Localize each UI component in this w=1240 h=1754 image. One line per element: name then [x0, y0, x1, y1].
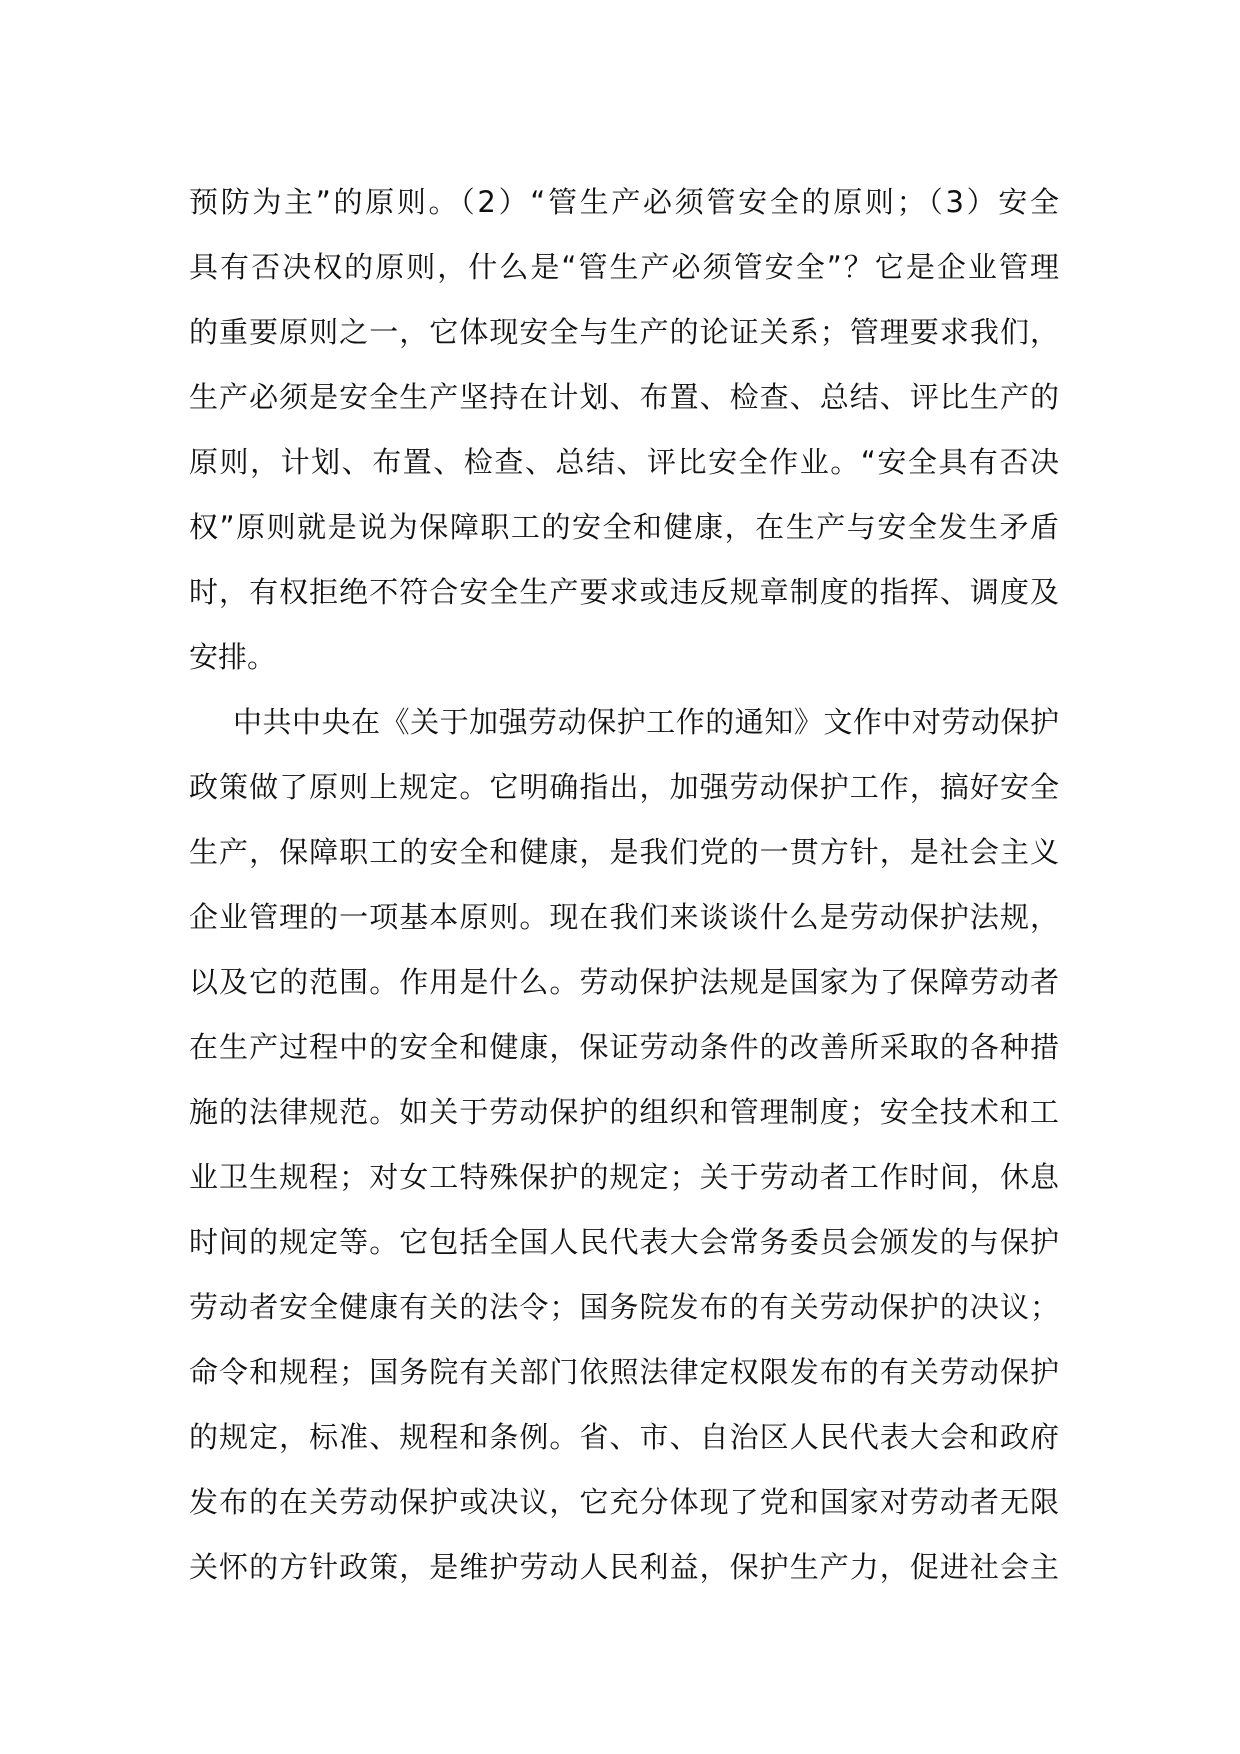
line-text: 生产必须是安全生产坚持在计划、布置、检查、总结、评比生产的	[189, 380, 1061, 414]
paragraph-1-line-7	[189, 560, 1059, 625]
paragraph-1-line-3	[189, 300, 1059, 365]
line-text: 具有否决权的原则，什么是“管生产必须管安全”？它是企业管理	[189, 250, 1062, 284]
paragraph-2-line-8	[189, 1145, 1059, 1210]
paragraph-1-line-2	[189, 235, 1062, 300]
line-text: 预防为主”的原则。（2）“管生产必须管安全的原则；（3）安全	[189, 185, 1062, 219]
line-text: 命令和规程；国务院有关部门依照法律定权限发布的有关劳动保护	[189, 1355, 1061, 1389]
paragraph-1-line-5	[189, 430, 1059, 495]
paragraph-2-line-2	[189, 755, 1059, 820]
paragraph-2-line-9	[189, 1210, 1059, 1275]
paragraph-2-line-5	[189, 950, 1059, 1015]
paragraph-2-line-4	[189, 885, 1059, 950]
paragraph-2-line-10	[189, 1275, 1059, 1340]
paragraph-1-line-1	[189, 170, 1062, 235]
paragraph-1-line-6	[189, 495, 1059, 560]
line-text: 时，有权拒绝不符合安全生产要求或违反规章制度的指挥、调度及	[189, 575, 1061, 609]
paragraph-1-line-8	[189, 625, 1059, 690]
line-text: 原则，计划、布置、检查、总结、评比安全作业。“安全具有否决	[189, 445, 1061, 479]
line-text: 的重要原则之一，它体现安全与生产的论证关系；管理要求我们，	[189, 315, 1061, 349]
line-text: 业卫生规程；对女工特殊保护的规定；关于劳动者工作时间，休息	[189, 1160, 1061, 1194]
line-text: 时间的规定等。它包括全国人民代表大会常务委员会颁发的与保护	[189, 1225, 1061, 1259]
line-text: 企业管理的一项基本原则。现在我们来谈谈什么是劳动保护法规，	[189, 900, 1061, 934]
line-text: 权”原则就是说为保障职工的安全和健康，在生产与安全发生矛盾	[189, 510, 1061, 544]
paragraph-2-line-13	[189, 1470, 1059, 1535]
line-text: 政策做了原则上规定。它明确指出，加强劳动保护工作，搞好安全	[189, 770, 1061, 804]
line-text: 中共中央在《关于加强劳动保护工作的通知》文作中对劳动保护	[233, 705, 1060, 739]
paragraph-2-line-12	[189, 1405, 1059, 1470]
line-text: 关怀的方针政策，是维护劳动人民利益，保护生产力，促进社会主	[189, 1550, 1061, 1584]
line-text: 以及它的范围。作用是什么。劳动保护法规是国家为了保障劳动者	[189, 965, 1061, 999]
document-body	[189, 170, 1062, 1600]
line-text: 发布的在关劳动保护或决议，它充分体现了党和国家对劳动者无限	[189, 1485, 1061, 1519]
paragraph-2-line-14	[189, 1535, 1059, 1600]
line-text: 的规定，标准、规程和条例。省、市、自治区人民代表大会和政府	[189, 1420, 1061, 1454]
paragraph-2-line-11	[189, 1340, 1059, 1405]
paragraph-2-line-7	[189, 1080, 1059, 1145]
line-text: 生产，保障职工的安全和健康，是我们党的一贯方针，是社会主义	[189, 835, 1061, 869]
line-text: 安排。	[189, 640, 277, 674]
paragraph-2-line-1	[189, 690, 1059, 755]
paragraph-2-line-6	[189, 1015, 1059, 1080]
line-text: 劳动者安全健康有关的法令；国务院发布的有关劳动保护的决议；	[189, 1290, 1061, 1324]
paragraph-2-line-3	[189, 820, 1059, 885]
line-text: 在生产过程中的安全和健康，保证劳动条件的改善所采取的各种措	[189, 1030, 1061, 1064]
line-text: 施的法律规范。如关于劳动保护的组织和管理制度；安全技术和工	[189, 1095, 1061, 1129]
paragraph-1-line-4	[189, 365, 1059, 430]
